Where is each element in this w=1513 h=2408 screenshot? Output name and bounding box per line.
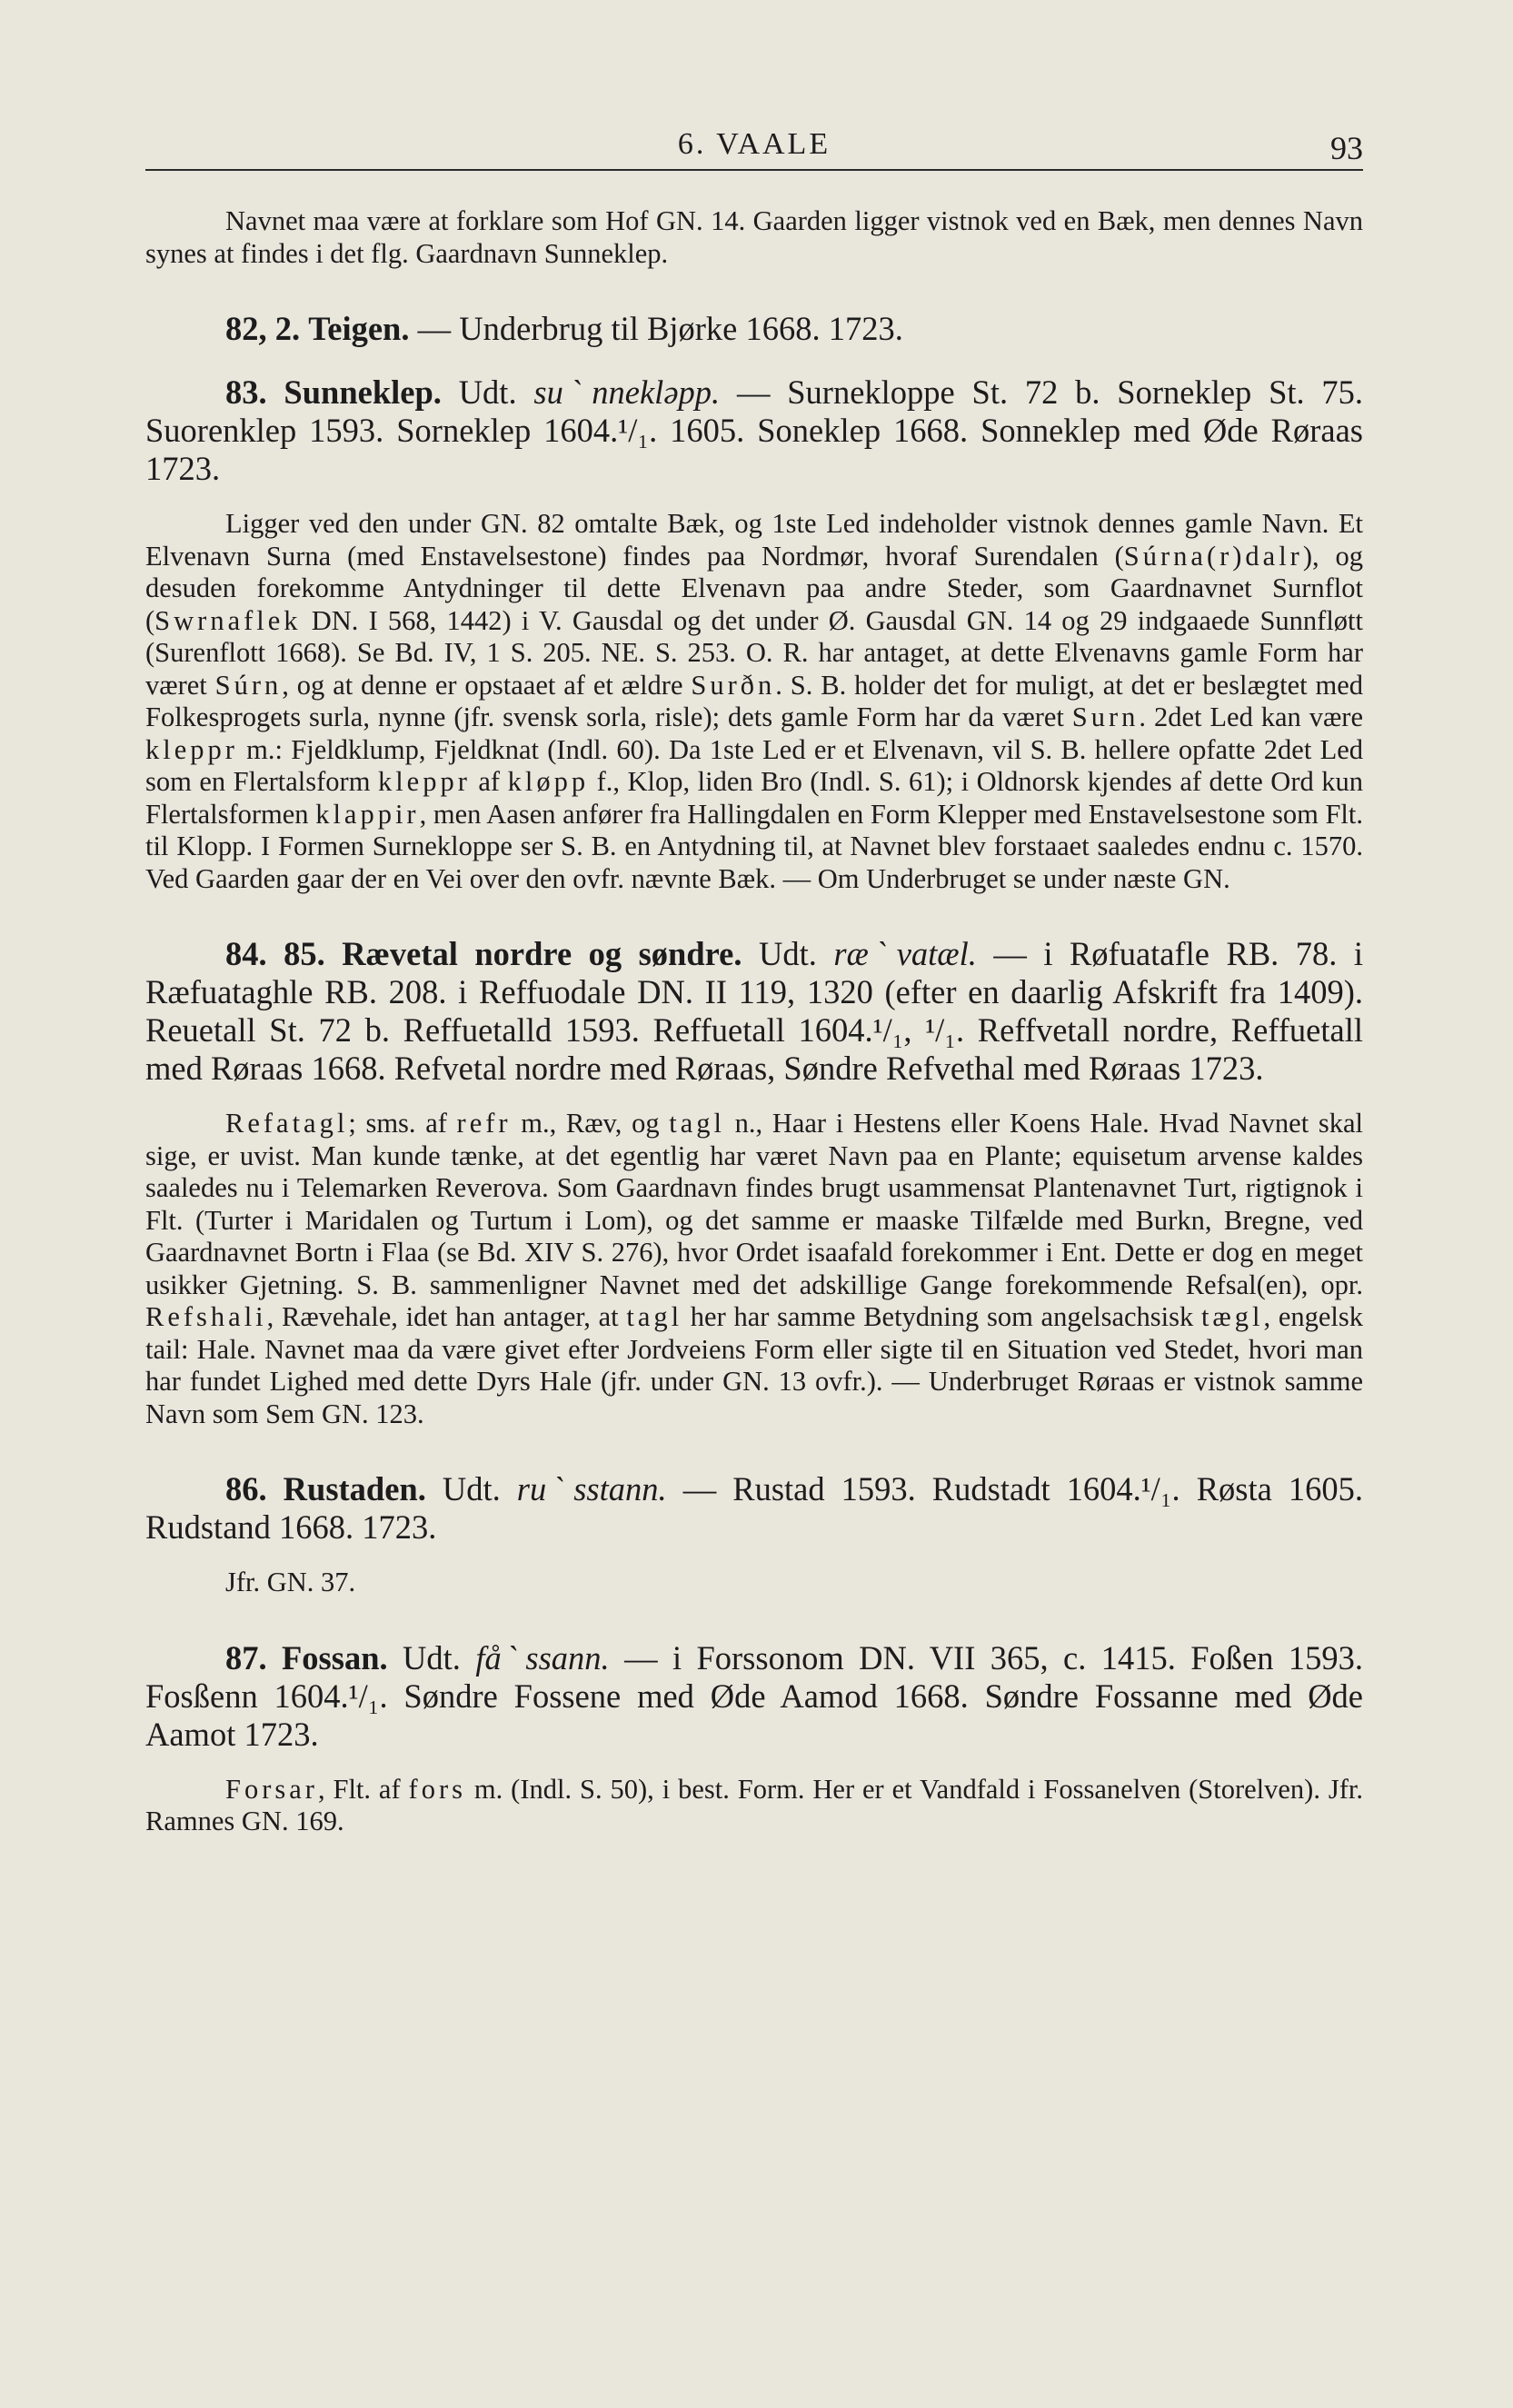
entry-number: 83. [225, 373, 267, 411]
entry-number: 86. [225, 1470, 267, 1507]
entry-forms: — Underbrug til Bjørke 1668. 1723. [417, 310, 903, 347]
entry-87-commentary: Forsar, Flt. af fors m. (Indl. S. 50), i best. Form. Her er et Vandfald i Fossanelven (Storelven). Jfr. Ramnes GN. 169. [145, 1773, 1363, 1836]
entry-86 [145, 1470, 1363, 1547]
pronunciation: suˋnnekləpp. [533, 373, 721, 411]
entry-83-commentary: Ligger ved den under GN. 82 omtalte Bæk, og 1ste Led indeholder vistnok dennes gamle Navn. Et Elvenavn Surna (med Enstavelsestone) findes paa Nordmør, hvoraf Surendalen (Súrna(r)dalr), og desuden forekomme Antydninger til dette Elvenavn paa andre Steder, som Gaardnavnet Surnflot (Swrnaflek DN. I 568, 1442) i V. Gausdal og det under Ø. Gausdal GN. 14 og 29 indgaaede Sunnfløtt (Surenflott 1668). Se Bd. IV, 1 S. 205. NE. S. 253. O. R. har antaget, at dette Elvenavns gamle Form har været Súrn, og at denne er opstaaet af et ældre Surðn. S. B. holder det for muligt, at det er beslægtet med Folkesprogets surla, nynne (jfr. svensk sorla, risle); dets gamle Form har da været Surn. 2det Led kan være kleppr m.: Fjeldklump, Fjeldknat (Indl. 60). Da 1ste Led er et Elvenavn, vil S. B. hellere opfatte 2det Led som en Flertalsform kleppr af kløpp f., Klop, liden Bro (Indl. S. 61); i Oldnorsk kjendes af dette Ord kun Flertalsformen klappir, men Aasen anfører fra Hallingdalen en Form Klepper med Enstavelsestone som Flt. til Klopp. I Formen Surnekloppe ser S. B. en Antydning til, at Navnet blev forstaaet saaledes endnu c. 1570. Ved Gaarden gaar der en Vei over den ovfr. nævnte Bæk. — Om Underbruget se under næste GN. [145, 508, 1364, 894]
page [145, 127, 1363, 1838]
entry-84-85 [145, 935, 1363, 1088]
entry-number: 87. [225, 1638, 267, 1677]
entry-forms: — i Røfuatafle RB. 78. i Ræfuataghle RB. 208. i Reffuodale DN. II 119, 1320 (efter en daarlig Afskrift fra 1409). Reuetall St. 72 b. Reffuetalld 1593. Reffuetall 1604.¹/₁, ¹/₁. Reffvetall nordre, Reffuetall med Røraas 1668. Refvetal nordre med Røraas, Søndre Refvethal med Røraas 1723. [145, 935, 1363, 1087]
entry-forms: — i Forssonom DN. VII 365, c. 1415. Foßen 1593. Fosßenn 1604.¹/₁. Søndre Fossene med Øde Aamod 1668. Søndre Fossanne med Øde Aamot 1723. [145, 1638, 1363, 1753]
entry-86-note: Jfr. GN. 37. [225, 1567, 356, 1597]
farm-name: Fossan. [282, 1638, 388, 1677]
pronunciation-label: Udt. [442, 1470, 501, 1507]
entry-82 [145, 310, 1363, 348]
running-header [145, 127, 1363, 171]
section-title: 6. VAALE [677, 127, 831, 161]
entry-84-85-commentary: Refatagl; sms. af refr m., Ræv, og tagl n., Haar i Hestens eller Koens Hale. Hvad Navnet skal sige, er uvist. Man kunde tænke, at det egentlig har været Navn paa en Plante; equisetum arvense kaldes saaledes nu i Telemarken Reverova. Som Gaardnavn findes brugt usammensat Plantenavnet Turt, rigtignok i Flt. (Turter i Maridalen og Turtum i Lom), og det samme er maaske Tilfælde med Burkn, Bregne, ved Gaardnavnet Bortn i Flaa (se Bd. XIV S. 276), hvor Ordet isaafald forekommer i Ent. Dette er dog en meget usikker Gjetning. S. B. sammenligner Navnet med det adskillige Gange forekommende Refsal(en), opr. Refshali, Rævehale, idet han antager, at tagl her har samme Betydning som angelsachsisk tægl, engelsk tail: Hale. Navnet maa da være givet efter Jordveiens Form eller sigte til en Situation ved Stedet, hvori man har fundet Lighed med dette Dyrs Hale (jfr. under GN. 13 ovfr.). — Underbruget Røraas er vistnok samme Navn som Sem GN. 123. [145, 1108, 1363, 1429]
pronunciation: ruˋsstann. [516, 1470, 667, 1507]
pronunciation-label: Udt. [403, 1638, 461, 1677]
entry-forms: — Surnekloppe St. 72 b. Sorneklep St. 75. Suorenklep 1593. Sorneklep 1604.¹/₁. 1605. Soneklep 1668. Sonneklep med Øde Røraas 1723. [145, 373, 1364, 487]
pronunciation: fåˋssann. [475, 1638, 610, 1677]
farm-name: Rustaden. [283, 1470, 426, 1507]
pronunciation: ræˋvatæl. [833, 935, 977, 972]
page-number: 93 [1330, 130, 1363, 166]
entry-forms: — Rustad 1593. Rudstadt 1604.¹/₁. Røsta 1605. Rudstand 1668. 1723. [145, 1470, 1363, 1546]
entry-number: 84. 85. [225, 935, 325, 972]
farm-name: Teigen. [308, 310, 410, 347]
pronunciation-label: Udt. [458, 373, 517, 411]
pronunciation-label: Udt. [758, 935, 817, 972]
farm-name: Rævetal nordre og søndre. [342, 935, 742, 972]
entry-83 [145, 373, 1363, 488]
farm-name: Sunneklep. [284, 373, 442, 411]
intro-paragraph: Navnet maa være at forklare som Hof GN. 14. Gaarden ligger vistnok ved en Bæk, men dennes Navn synes at findes i det flg. Gaardnavn Sunneklep. [145, 205, 1363, 269]
entry-87 [145, 1639, 1363, 1754]
entry-number: 82, 2. [225, 310, 301, 347]
